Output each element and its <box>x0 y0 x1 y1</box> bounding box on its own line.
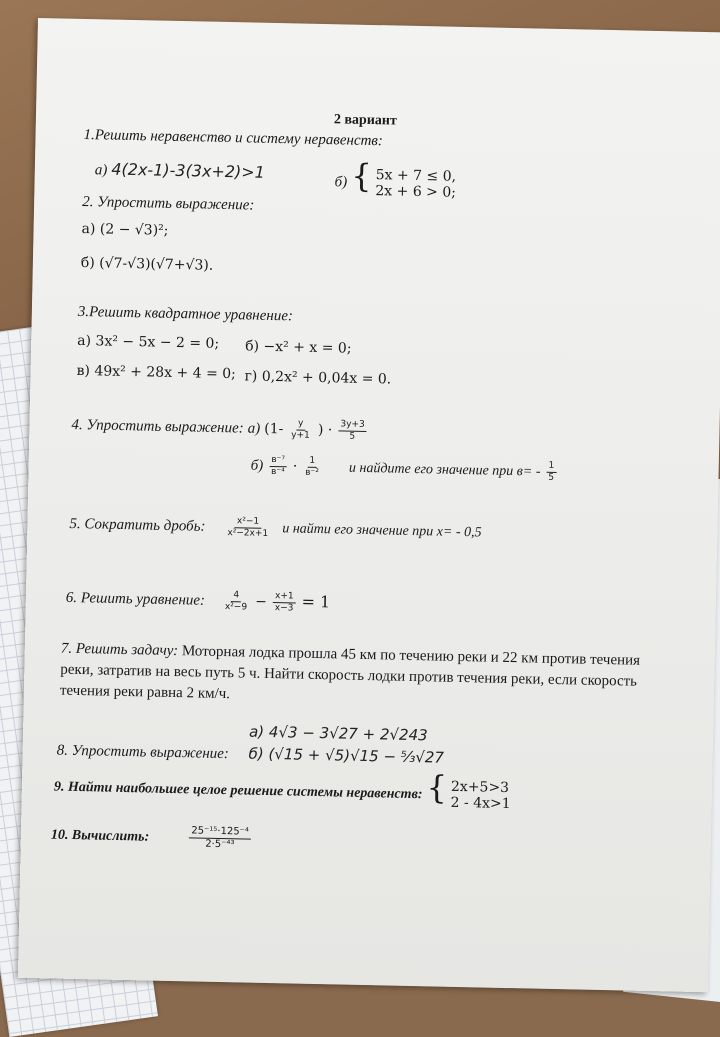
fraction-denominator: x²−9 <box>224 602 248 613</box>
fraction-numerator: 3y+3 <box>338 419 367 432</box>
task-9-system <box>450 779 511 812</box>
fraction-numerator: 1 <box>307 456 317 468</box>
fraction-denominator: x−3 <box>274 603 294 614</box>
task-9-label: 9. Найти наибольшее целое решение системы неравенств: <box>53 779 423 803</box>
fraction-numerator: y <box>296 418 306 430</box>
task-5-text: и найти его значение при x= - 0,5 <box>282 521 482 541</box>
fraction-numerator: 4 <box>231 590 241 602</box>
task-4b-fraction-2 <box>303 456 321 479</box>
system-brace-icon: { <box>350 156 373 196</box>
task-10 <box>51 822 253 851</box>
task-7-text: Моторная лодка прошла 45 км по течению реки и 22 км против течения реки, затратив на весь путь 5 ч. Найти скорость лодки против течения реки, если скорость течения реки равна 2 км/ч. <box>59 643 641 703</box>
task-4a-prefix: а) <box>247 420 261 437</box>
task-1a-expression: 4(2x-1)-3(3x+2)>1 <box>111 159 266 182</box>
task-1-label: 1.Решить неравенство и систему неравенств: <box>83 126 384 150</box>
task-2-label: 2. Упростить выражение: <box>81 193 255 214</box>
task-4-label: 4. Упростить выражение: <box>71 416 244 437</box>
task-8-label: 8. Упростить выражение: <box>56 742 230 763</box>
task-1b-line-1: 5x + 7 ≤ 0, <box>375 167 457 186</box>
task-7-label: 7. Решить задачу: <box>60 640 179 660</box>
fraction-denominator: 5 <box>349 431 356 442</box>
task-1a-prefix: а) <box>94 162 108 179</box>
task-10-label: 10. Вычислить: <box>50 827 150 845</box>
fraction-numerator: x+1 <box>273 591 296 603</box>
task-5-fraction <box>225 516 270 540</box>
fraction-denominator: в⁻⁴ <box>270 466 285 478</box>
task-3a: а) 3x² − 5x − 2 = 0; <box>77 332 220 352</box>
task-6 <box>66 587 331 616</box>
variant-title: 2 вариант <box>333 112 397 129</box>
fraction-numerator: 1 <box>546 461 556 473</box>
task-8a: а) 4√3 − 3√27 + 2√243 <box>248 722 428 745</box>
task-3d: г) 0,2x² + 0,04x = 0. <box>244 368 392 388</box>
task-5-label: 5. Сократить дробь: <box>69 515 206 535</box>
task-2b: б) (√7-√3)(√7+√3). <box>80 254 214 274</box>
task-3b: б) −x² + x = 0; <box>245 338 352 357</box>
task-6-fraction-1 <box>223 590 250 614</box>
task-4b-value-fraction <box>546 461 556 484</box>
task-1b-line-2: 2x + 6 > 0; <box>375 183 457 202</box>
task-3-label: 3.Решить квадратное уравнение: <box>77 303 294 325</box>
task-6-fraction-2 <box>273 591 296 614</box>
task-8b: б) (√15 + √5)√15 − ⁵⁄₃√27 <box>248 744 445 767</box>
task-4b-prefix: б) <box>250 457 264 474</box>
task-4a <box>71 414 369 443</box>
fraction-numerator: в⁻⁷ <box>269 455 287 467</box>
task-6-equals: = 1 <box>301 591 331 612</box>
task-1b-system <box>375 167 456 201</box>
task-5 <box>69 513 482 545</box>
task-9-line-1: 2x+5>3 <box>450 779 510 797</box>
task-10-fraction <box>189 825 251 851</box>
worksheet-paper <box>18 18 720 992</box>
task-4b-dot: · <box>292 458 298 475</box>
task-1b <box>334 156 457 202</box>
task-3c: в) 49x² + 28x + 4 = 0; <box>76 362 237 383</box>
fraction-denominator: в⁻² <box>305 467 319 478</box>
task-6-minus: − <box>255 593 268 611</box>
system-brace-icon: { <box>426 768 448 807</box>
task-1a <box>95 159 265 183</box>
task-9-line-2: 2 - 4x>1 <box>450 795 511 813</box>
fraction-denominator: x²−2x+1 <box>227 528 269 539</box>
task-4b-text: и найдите его значение при в= - <box>348 460 541 480</box>
fraction-numerator: 25⁻¹⁵·125⁻⁴ <box>189 825 251 839</box>
task-4a-fraction-1 <box>289 418 312 441</box>
task-1b-prefix: б) <box>334 174 348 191</box>
task-6-label: 6. Решить уравнение: <box>65 589 206 609</box>
task-4b <box>250 455 558 484</box>
task-9 <box>54 765 512 813</box>
fraction-denominator: y+1 <box>291 430 310 441</box>
task-7 <box>60 639 651 714</box>
fraction-denominator: 2·5⁻⁴³ <box>205 838 235 851</box>
fraction-numerator: x²−1 <box>235 516 261 529</box>
task-4b-fraction-1 <box>269 455 287 478</box>
task-4a-close: ) · <box>317 422 333 439</box>
task-4a-open: (1- <box>264 421 284 438</box>
task-4a-fraction-2 <box>338 419 367 443</box>
fraction-denominator: 5 <box>548 472 555 483</box>
task-2a: а) (2 − √3)²; <box>81 220 169 239</box>
